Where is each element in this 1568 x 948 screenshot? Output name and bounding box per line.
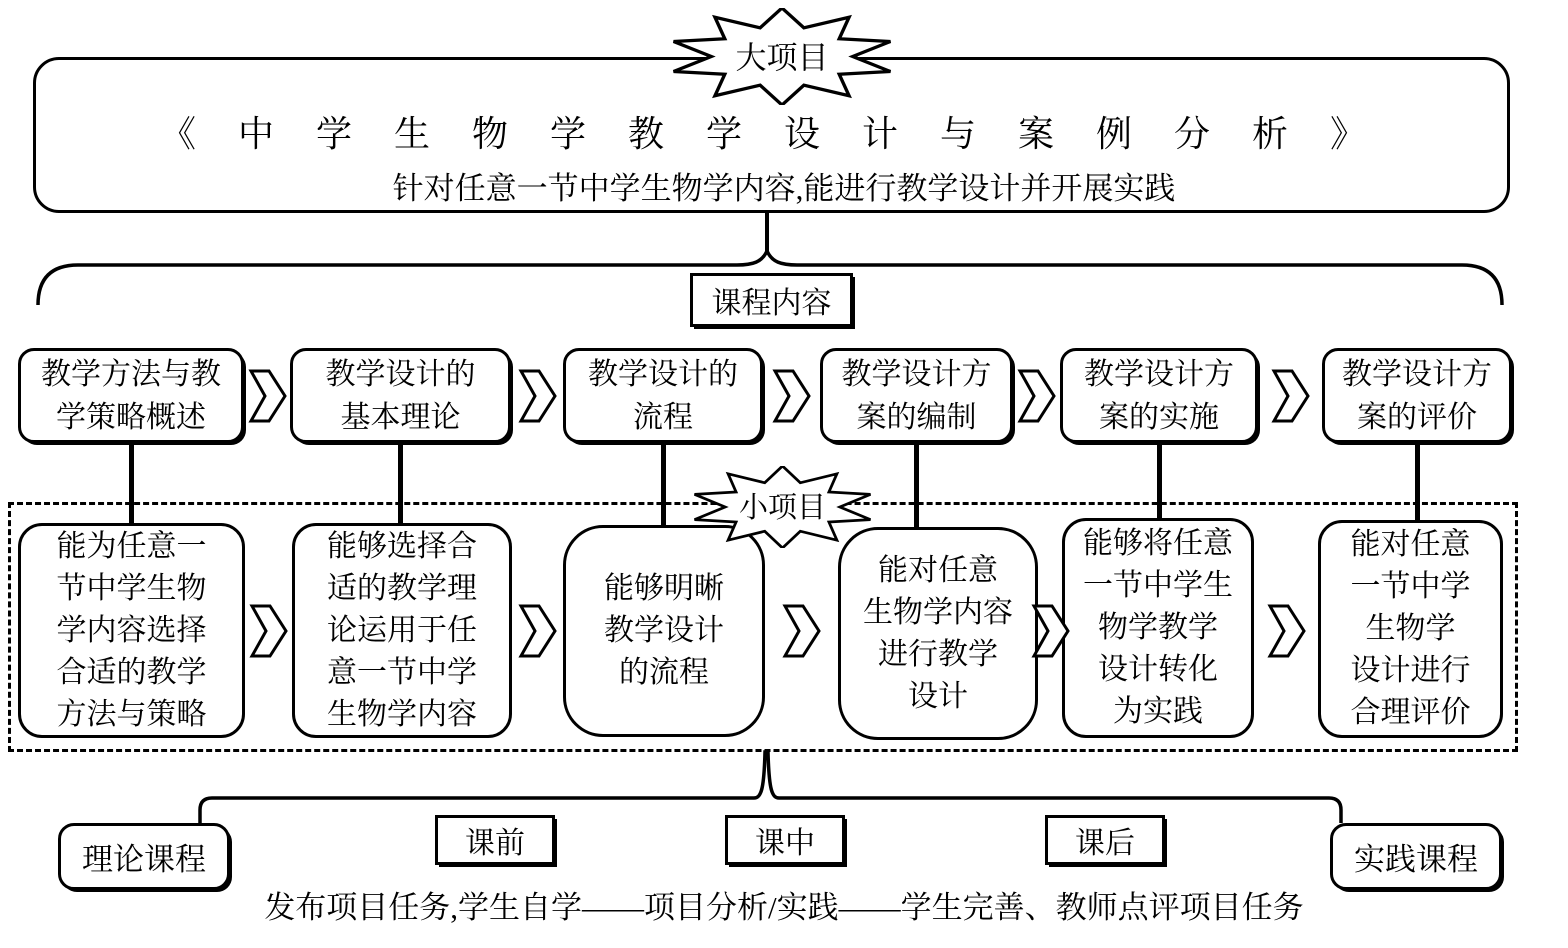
chevron-right-icon (772, 368, 812, 424)
course-box-theory: 教学设计的 基本理论 (290, 348, 511, 443)
big-project-badge: 大项目 (668, 8, 896, 105)
course-box-evaluation: 教学设计方 案的评价 (1322, 348, 1512, 443)
chevron-right-icon (248, 368, 288, 424)
course-box-implementation: 教学设计方 案的实施 (1060, 348, 1258, 443)
connector-line (398, 443, 403, 525)
pre-class-box: 课前 (435, 815, 555, 865)
chevron-right-icon (249, 603, 289, 659)
objective-box-theory: 能够选择合 适的教学理 论运用于任 意一节中学 生物学内容 (292, 523, 512, 738)
chevron-right-icon (1267, 603, 1307, 659)
chevron-right-icon (1271, 368, 1311, 424)
connector-line (1415, 443, 1420, 522)
chevron-right-icon (518, 603, 558, 659)
course-title: 《中学生物学教学设计与案例分析》 (159, 114, 1408, 154)
chevron-right-icon (518, 368, 558, 424)
connector-line (661, 443, 666, 527)
objective-box-process: 能够明晰 教学设计 的流程 (563, 525, 765, 737)
objective-box-evaluation: 能对任意 一节中学 生物学 设计进行 合理评价 (1318, 520, 1503, 738)
chevron-right-icon (1017, 368, 1057, 424)
course-goal: 针对任意一节中学生物学内容,能进行教学设计并开展实践 (392, 171, 1176, 206)
chevron-right-icon (1031, 603, 1071, 659)
practice-course-box: 实践课程 (1330, 823, 1502, 890)
connector-line (129, 443, 134, 525)
course-content-label: 课程内容 (690, 273, 853, 327)
connector-line (1157, 443, 1162, 520)
small-project-badge: 小项目 (690, 466, 875, 548)
course-box-drafting: 教学设计方 案的编制 (820, 348, 1013, 443)
chevron-right-icon (782, 603, 822, 659)
connector-line (914, 443, 919, 529)
course-box-process: 教学设计的 流程 (563, 348, 763, 443)
objective-box-practice: 能够将任意 一节中学生 物学教学 设计转化 为实践 (1062, 518, 1254, 738)
process-text: 发布项目任务,学生自学——项目分析/实践——学生完善、教师点评项目任务 (264, 890, 1304, 925)
objective-box-design: 能对任意 生物学内容 进行教学 设计 (838, 527, 1038, 740)
post-class-box: 课后 (1045, 815, 1165, 865)
connector-line (765, 212, 769, 252)
in-class-box: 课中 (725, 815, 845, 865)
course-box-methods: 教学方法与教 学策略概述 (18, 348, 244, 443)
objective-box-methods: 能为任意一 节中学生物 学内容选择 合适的教学 方法与策略 (18, 523, 245, 738)
theory-course-box: 理论课程 (58, 823, 230, 890)
